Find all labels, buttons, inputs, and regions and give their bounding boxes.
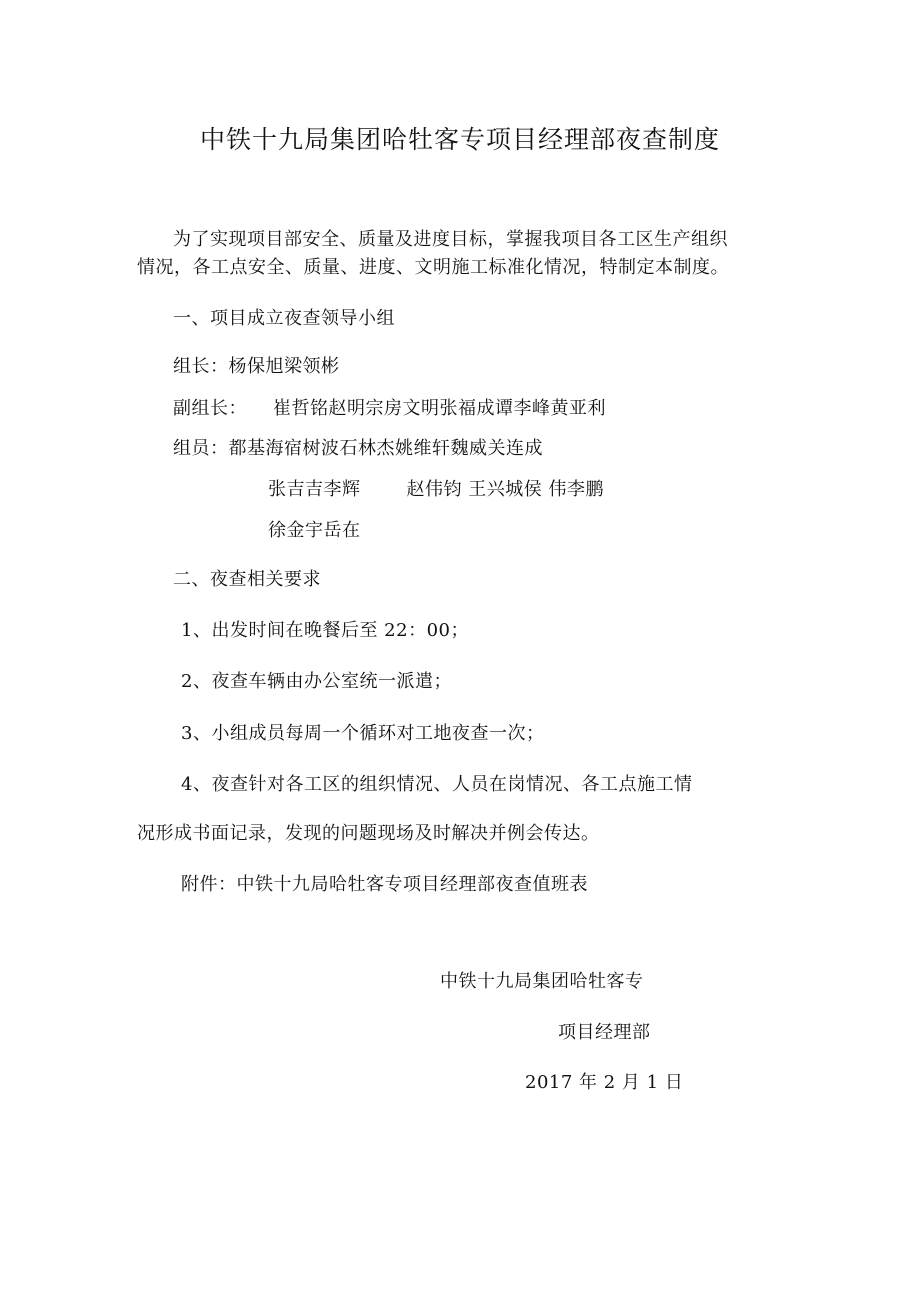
members-line-2: [268, 478, 604, 502]
requirement-1: 1、出发时间在晚餐后至 22：00；: [181, 620, 469, 641]
requirement-4-line-1: 4、夜查针对各工区的组织情况、人员在岗情况、各工点施工情: [181, 774, 693, 795]
requirement-4-line-2: 况形成书面记录，发现的问题现场及时解决并例会传达。: [137, 823, 600, 844]
deputy-label: 副组长：: [173, 398, 247, 419]
group-leader: 组长：杨保旭梁领彬: [173, 356, 340, 377]
section1-heading: 一、项目成立夜查领导小组: [173, 308, 395, 329]
document-title: 中铁十九局集团哈牡客专项目经理部夜查制度: [199, 125, 720, 154]
deputy-leaders: [173, 397, 606, 421]
members-line-1: 组员：都基海宿树波石林杰姚维轩魏威关连成: [173, 438, 543, 459]
intro-line-1: 为了实现项目部安全、质量及进度目标，掌握我项目各工区生产组织: [173, 229, 728, 250]
members-line-2-a: 张吉吉李辉: [268, 479, 361, 500]
deputy-names: 崔哲铭赵明宗房文明张福成谭李峰黄亚利: [273, 398, 606, 419]
requirement-2: 2、夜查车辆由办公室统一派遣；: [181, 671, 452, 692]
attachment-note: 附件：中铁十九局哈牡客专项目经理部夜查值班表: [181, 874, 588, 895]
intro-line-2: 情况，各工点安全、质量、进度、文明施工标准化情况，特制定本制度。: [137, 257, 729, 278]
signature-date: 2017 年 2 月 1 日: [525, 1072, 684, 1093]
section2-heading: 二、夜查相关要求: [173, 569, 321, 590]
members-line-3: 徐金宇岳在: [268, 520, 361, 541]
requirement-3: 3、小组成员每周一个循环对工地夜查一次；: [181, 723, 545, 744]
signature-org: 中铁十九局集团哈牡客专: [440, 971, 644, 992]
signature-dept: 项目经理部: [558, 1022, 651, 1043]
members-line-2-b: 赵伟钧 王兴城侯 伟李鹏: [406, 479, 604, 500]
